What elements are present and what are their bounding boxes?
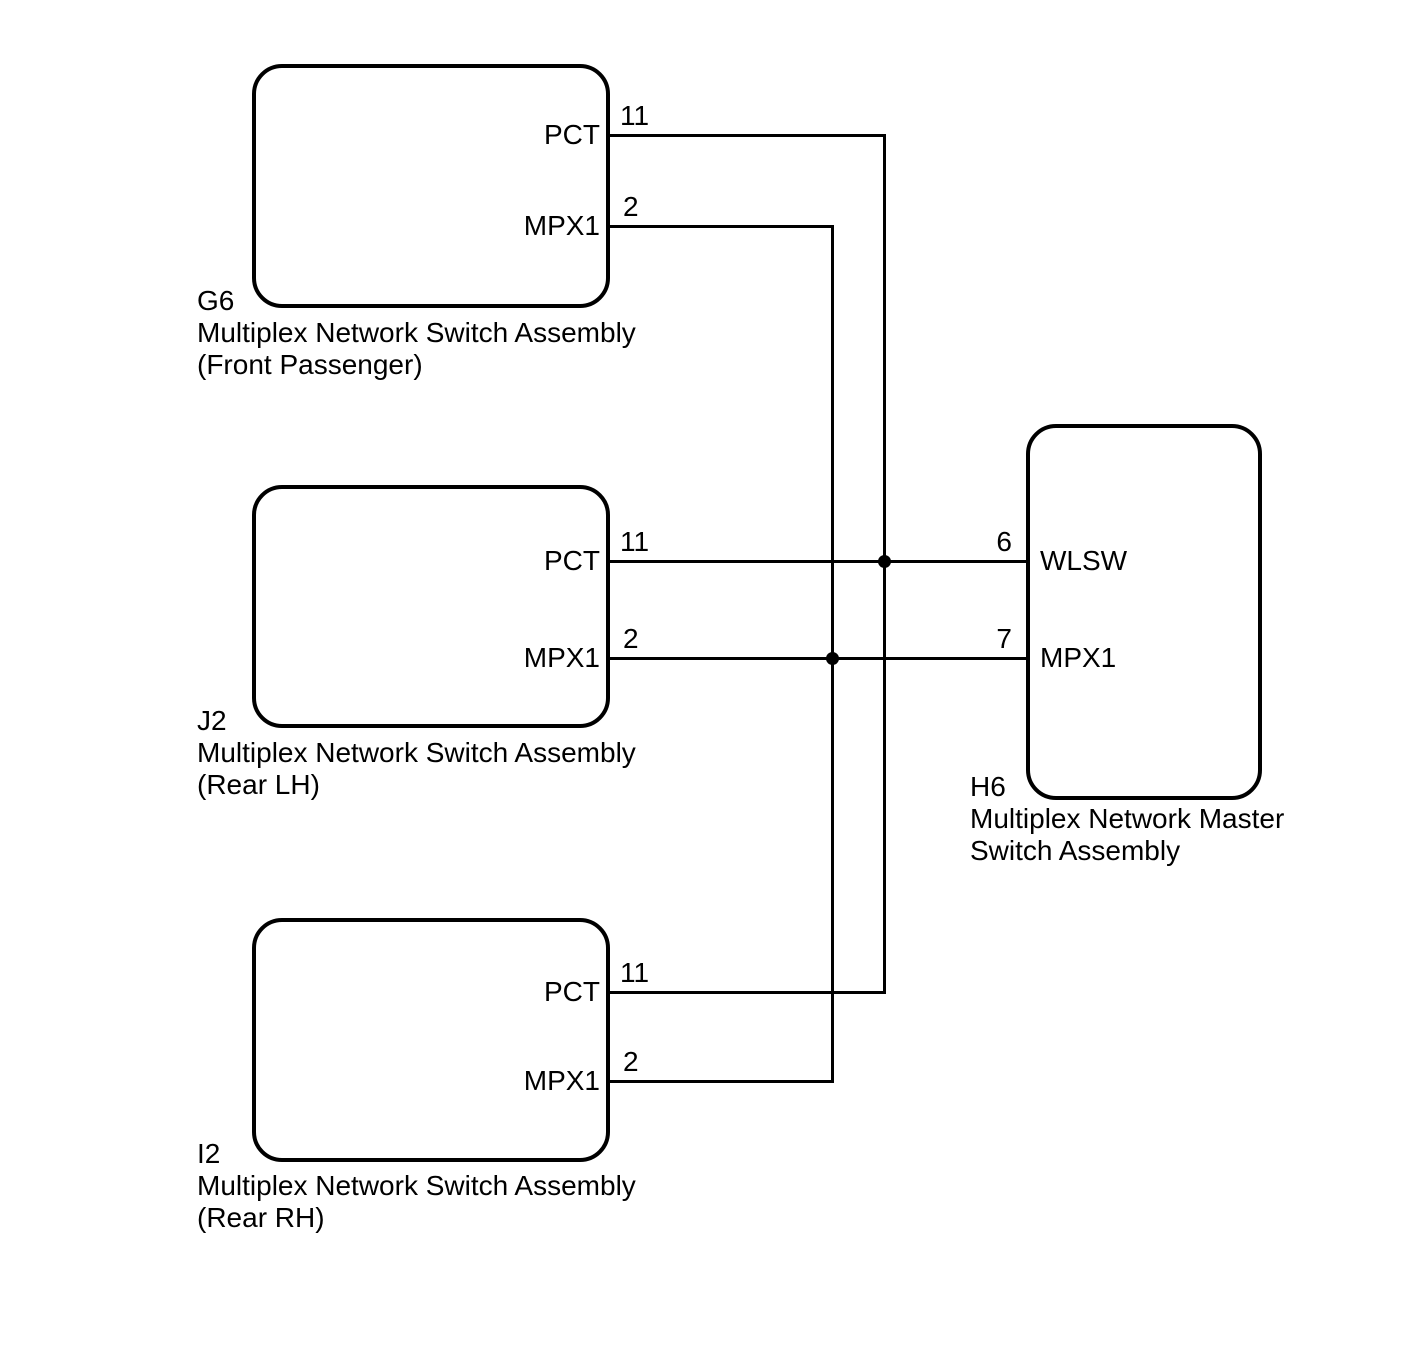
- pin-number-g6-pct: 11: [620, 100, 650, 131]
- node-caption-i2-line1: Multiplex Network Switch Assembly: [197, 1170, 636, 1201]
- pin-number-i2-pct: 11: [620, 957, 650, 988]
- node-code-g6: G6: [197, 285, 235, 316]
- node-label-i2: [197, 1138, 636, 1234]
- node-caption-h6-line1: Multiplex Network Master: [970, 803, 1285, 834]
- node-caption-j2-line2: (Rear LH): [197, 769, 320, 800]
- pin-number-j2-mpx1: 2: [623, 623, 639, 654]
- node-box-h6: [1026, 424, 1262, 800]
- pin-number-h6-wlsw: 6: [996, 526, 1012, 557]
- node-label-j2: [197, 705, 636, 801]
- node-box-i2: [252, 918, 610, 1162]
- node-code-j2: J2: [197, 705, 227, 736]
- node-label-g6: [197, 285, 636, 381]
- pin-label-i2-mpx1: MPX1: [523, 1065, 600, 1096]
- wire-i2-pct: [610, 991, 886, 994]
- pin-label-h6-wlsw: WLSW: [1040, 545, 1128, 576]
- node-caption-h6-line2: Switch Assembly: [970, 835, 1181, 866]
- node-code-i2: I2: [197, 1138, 221, 1169]
- pin-label-j2-pct: PCT: [544, 545, 600, 576]
- pin-label-g6-mpx1: MPX1: [523, 210, 600, 241]
- node-caption-g6-line1: Multiplex Network Switch Assembly: [197, 317, 636, 348]
- wire-g6-pct: [610, 134, 886, 137]
- node-label-h6: [970, 771, 1284, 867]
- wire-j2-mpx1-to-h6-mpx1: [610, 657, 1026, 660]
- node-box-g6: [252, 64, 610, 308]
- wire-g6-mpx1: [610, 225, 834, 228]
- pin-number-h6-mpx1: 7: [996, 623, 1012, 654]
- node-box-j2: [252, 485, 610, 728]
- pin-number-i2-mpx1: 2: [623, 1046, 639, 1077]
- pin-label-i2-pct: PCT: [544, 976, 600, 1007]
- node-caption-i2-line2: (Rear RH): [197, 1202, 325, 1233]
- wire-i2-mpx1: [610, 1080, 834, 1083]
- wire-j2-pct-to-h6-wlsw: [610, 560, 1026, 563]
- node-caption-j2-line1: Multiplex Network Switch Assembly: [197, 737, 636, 768]
- pin-number-j2-pct: 11: [620, 526, 650, 557]
- pin-label-j2-mpx1: MPX1: [523, 642, 600, 673]
- pin-label-g6-pct: PCT: [544, 119, 600, 150]
- pin-label-h6-mpx1: MPX1: [1040, 642, 1117, 673]
- node-code-h6: H6: [970, 771, 1006, 802]
- pin-number-g6-mpx1: 2: [623, 191, 639, 222]
- node-caption-g6-line2: (Front Passenger): [197, 349, 423, 380]
